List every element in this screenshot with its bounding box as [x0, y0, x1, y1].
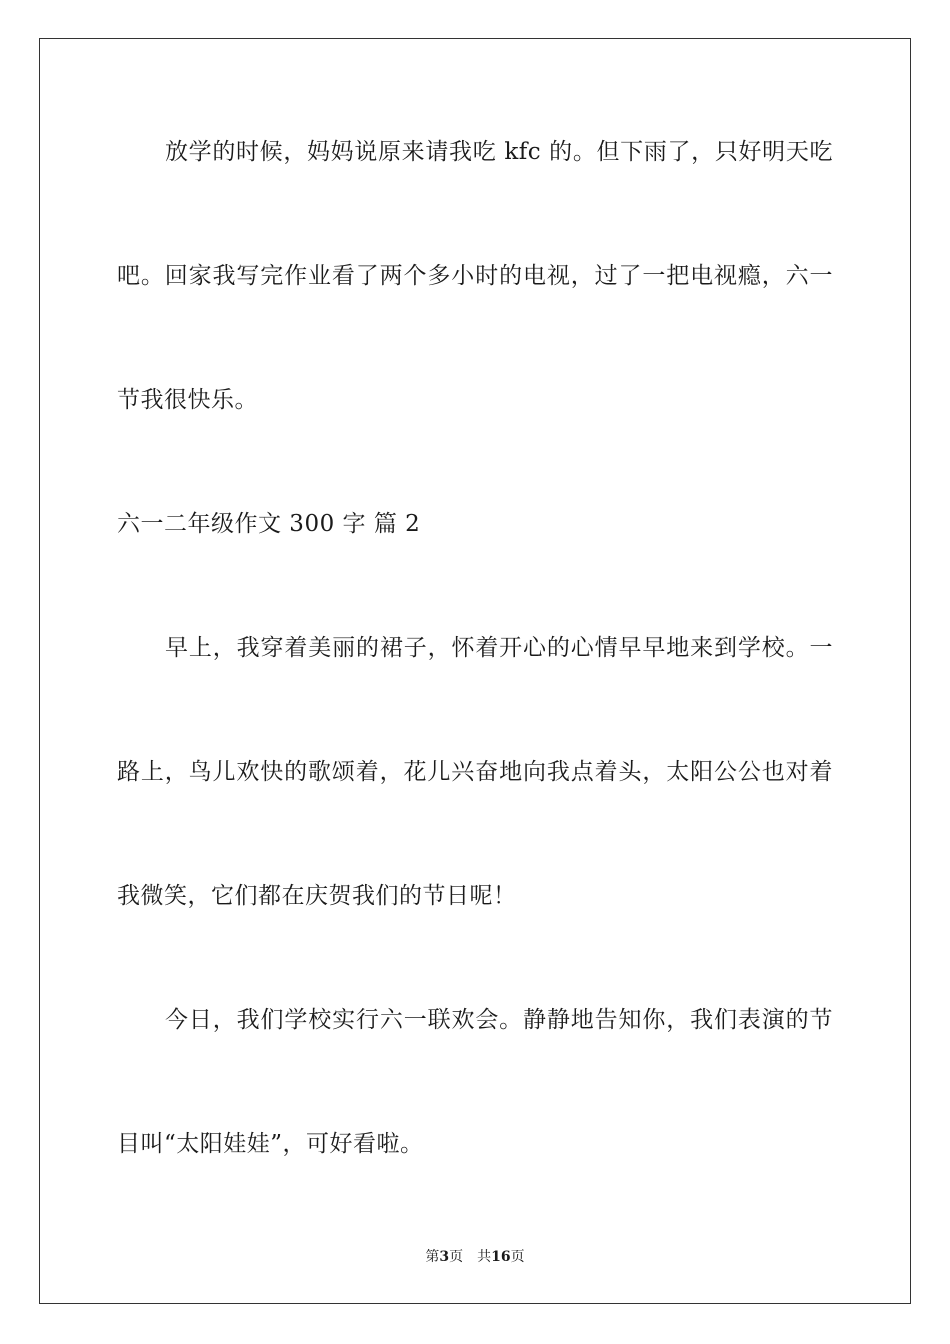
- paragraph-line: 节我很快乐。: [117, 387, 258, 413]
- footer-total-pages: 16: [491, 1249, 511, 1265]
- footer-total-prefix: 共: [477, 1249, 492, 1265]
- section-heading: 六一二年级作文 300 字 篇 2: [117, 511, 421, 537]
- paragraph-line: 目叫“太阳娃娃”，可好看啦。: [117, 1131, 424, 1157]
- paragraph-line: 今日，我们学校实行六一联欢会。静静地告知你，我们表演的节: [165, 1007, 833, 1033]
- page-footer: [0, 1248, 950, 1266]
- footer-total-suffix: 页: [510, 1249, 525, 1265]
- paragraph-line: 吧。回家我写完作业看了两个多小时的电视，过了一把电视瘾，六一: [117, 263, 833, 289]
- paragraph-line: 我微笑，它们都在庆贺我们的节日呢！: [117, 883, 517, 909]
- page-border: [39, 38, 911, 1304]
- paragraph-line: 早上，我穿着美丽的裙子，怀着开心的心情早早地来到学校。一: [165, 635, 833, 661]
- footer-page-prefix: 第: [425, 1249, 440, 1265]
- footer-page-suffix: 页: [449, 1249, 464, 1265]
- paragraph-line: 路上，鸟儿欢快的歌颂着，花儿兴奋地向我点着头，太阳公公也对着: [117, 759, 833, 785]
- paragraph-line: 放学的时候，妈妈说原来请我吃 kfc 的。但下雨了，只好明天吃: [165, 139, 833, 165]
- footer-page-number: 3: [439, 1249, 450, 1265]
